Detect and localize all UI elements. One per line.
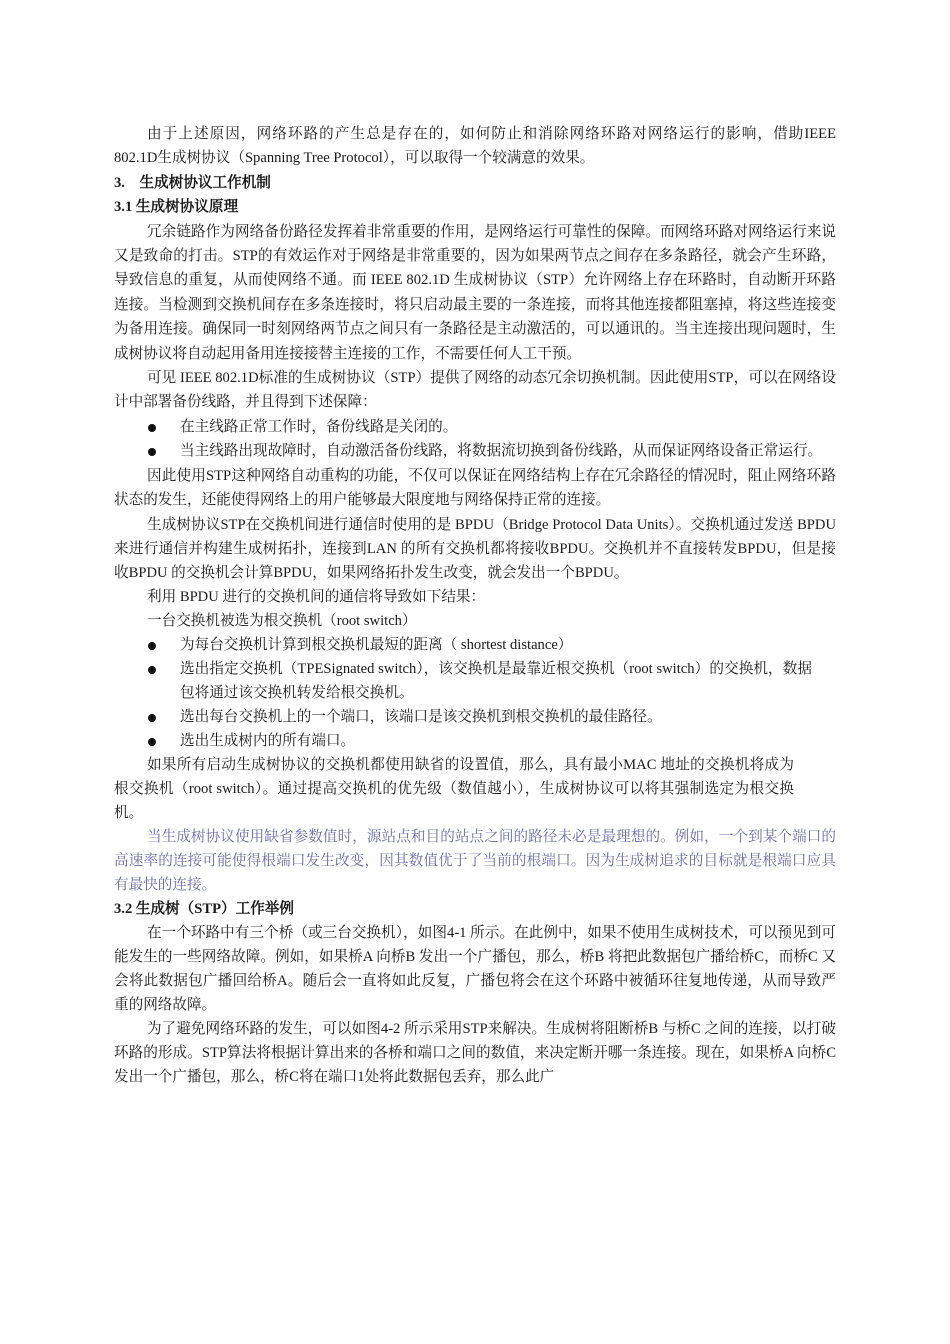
bullet-dot-icon [148,714,156,722]
paragraph-ieee-8021d: 可见 IEEE 802.1D标准的生成树协议（STP）提供了网络的动态冗余切换机制。因此使用STP，可以在网络设计中部署备份线路，并且得到下述保障： [114,370,836,411]
paragraph-min-mac: 如果所有启动生成树协议的交换机都使用缺省的设置值，那么，具有最小MAC 地址的交换机将成为根交换机（root switch）。通过提高交换机的优先级（数值越小），生成树协议可以将其强制选定为根交换机。 [114,756,794,821]
bullet-dot-icon [148,642,156,650]
list-item: 在主线路正常工作时，备份线路是关闭的。 [114,415,836,439]
paragraph-root-switch: 一台交换机被选为根交换机（root switch） [147,612,417,629]
bullet-list-guarantees [114,415,836,464]
bullet-dot-icon [148,424,156,432]
paragraph-redundant-links: 冗余链路作为网络备份路径发挥着非常重要的作用，是网络运行可靠性的保障。而网络环路对网络运行来说又是致命的打击。STP的有效运作对于网络是非常重要的，因为如果两节点之间存在多条路径，就会产生环路，导致信息的重复，从而使网络不通。而 IEEE 802.1D 生成树协议（STP）允许网络上存在环路时，自动断开环路连接。当检测到交换机间存在多条连接时，将只启动最主要的一条连接，而将其他连接都阻塞掉，将这些连接变为备用连接。确保同一时刻网络两节点之间只有一条路径是主动激活的，可以通讯的。当主连接出现问题时，生成树协议将自动起用备用连接接替主连接的工作，不需要任何人工干预。 [114,223,836,362]
section-heading-3: 3. 生成树协议工作机制 [114,174,271,191]
section-heading-3-1: 3.1 生成树协议原理 [114,199,239,216]
paragraph-bpdu: 生成树协议STP在交换机间进行通信时使用的是 BPDU（Bridge Protocol Data Units）。交换机通过发送 BPDU 来进行通信并构建生成树拓扑，连接到LAN 的所有交换机都将接收BPDU。交换机并不直接转发BPDU，但是接收BPDU 的交换机会计算BPDU，如果网络拓扑发生改变，就会发出一个BPDU。 [114,516,836,581]
bullet-dot-icon [148,738,156,746]
paragraph-default-params: 当生成树协议使用缺省参数值时，源站点和目的站点之间的路径未必是最理想的。例如，一个到某个端口的高速率的连接可能使得根端口发生改变，因其数值优于了当前的根端口。因为生成树追求的目标就是根端口应具有最快的连接。 [114,828,836,893]
paragraph-three-bridges: 在一个环路中有三个桥（或三台交换机），如图4-1 所示。在此例中，如果不使用生成树技术，可以预见到可能发生的一些网络故障。例如，如果桥A 向桥B 发出一个广播包，那么，桥B 将把此数据包广播给桥C，而桥C 又会将此数据包广播回给桥A。随后会一直将如此反复，广播包将会在这个环路中被循环往复地传递，从而导致严重的网络故障。 [114,924,836,1013]
section-heading-3-2: 3.2 生成树（STP）工作举例 [114,900,294,917]
bullet-list-bpdu-results [114,633,836,753]
paragraph-stp-solution: 为了避免网络环路的发生，可以如图4-2 所示采用STP来解决。生成树将阻断桥B 与桥C 之间的连接，以打破环路的形成。STP算法将根据计算出来的各桥和端口之间的数值，来决定断开哪一条连接。现在，如果桥A 向桥C 发出一个广播包，那么，桥C将在端口1处将此数据包丢弃，那么此广 [114,1020,836,1085]
paragraph-intro: 由于上述原因，网络环路的产生总是存在的，如何防止和消除网络环路对网络运行的影响，借助IEEE 802.1D生成树协议（Spanning Tree Protocol），可以取得一个较满意的效果。 [114,126,836,167]
bullet-dot-icon [148,666,156,674]
bullet-dot-icon [148,448,156,456]
list-item: 选出指定交换机（TPESignated switch），该交换机是最靠近根交换机（root switch）的交换机，数据包将通过该交换机转发给根交换机。 [114,657,836,705]
list-item: 当主线路出现故障时，自动激活备份线路，将数据流切换到备份线路，从而保证网络设备正常运行。 [114,439,836,463]
list-item: 选出生成树内的所有端口。 [114,729,836,753]
paragraph-auto-reconfig: 因此使用STP这种网络自动重构的功能，不仅可以保证在网络结构上存在冗余路径的情况时，阻止网络环路状态的发生，还能使得网络上的用户能够最大限度地与网络保持正常的连接。 [114,467,836,509]
list-item: 选出每台交换机上的一个端口，该端口是该交换机到根交换机的最佳路径。 [114,705,836,729]
document-page [114,122,836,1089]
paragraph-bpdu-results: 利用 BPDU 进行的交换机间的通信将导致如下结果： [147,588,486,605]
list-item: 为每台交换机计算到根交换机最短的距离（ shortest distance） [114,633,836,657]
